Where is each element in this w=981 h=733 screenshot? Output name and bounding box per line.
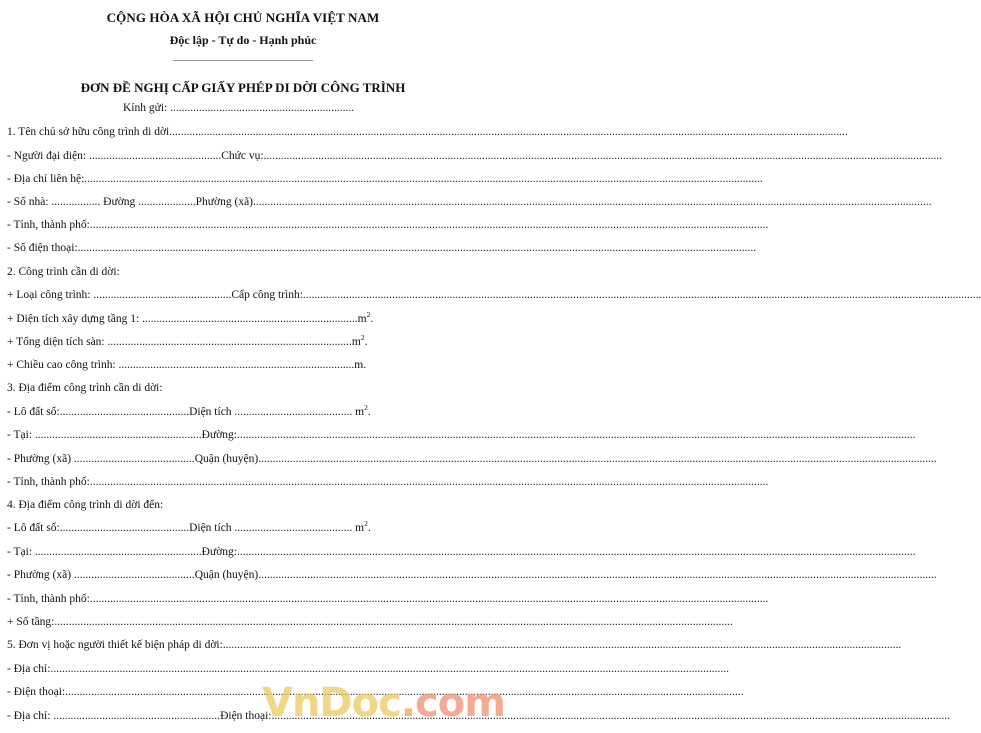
floor-count-label: + Số tầng: [7, 616, 55, 628]
phone-line [7, 240, 469, 256]
current-ward-line [7, 451, 469, 467]
ward-blank [253, 194, 932, 210]
section-2-heading: 2. Công trình cần di dời: [7, 266, 120, 278]
designer-phone-2-label: Điện thoại: [220, 710, 272, 722]
building-height-line: + Chiều cao công trình: ..................................................................................m. [7, 359, 367, 371]
header-divider [173, 60, 313, 61]
floor-count-line [7, 614, 469, 630]
section-3-heading: 3. Địa điểm công trình cần di dời: [7, 382, 163, 394]
designer-phone-label: - Điện thoại: [7, 686, 66, 698]
new-district-label: Quận (huyện) [194, 569, 259, 581]
building-grade-blank [303, 287, 981, 303]
current-district-blank [258, 451, 937, 467]
new-province-blank [90, 591, 769, 607]
province-line [7, 217, 469, 233]
contact-address-blank [84, 171, 763, 187]
current-province-blank [90, 474, 769, 490]
new-province-line [7, 591, 469, 607]
building-grade-label: Cấp công trình: [231, 289, 303, 301]
total-floor-area-line: + Tổng diện tích sàn: $.....................................................................................m^2$. [7, 333, 368, 348]
new-province-label: - Tỉnh, thành phố: [7, 593, 90, 605]
representative-line [7, 148, 469, 164]
province-label: - Tỉnh, thành phố: [7, 219, 90, 231]
current-location-label: - Tại: .......................................................... [7, 429, 202, 441]
recipient-line: Kính gửi: ................................................................ [123, 102, 355, 114]
owner-name-line [7, 124, 469, 140]
new-location-line [7, 544, 469, 560]
house-number-line [7, 194, 469, 210]
new-lot-label: - Lô đất số:............................................. [7, 522, 190, 534]
owner-name-label: 1. Tên chủ sở hữu công trình di dời [7, 126, 170, 138]
unit-superscript: 2 [360, 333, 365, 343]
current-street-blank [237, 427, 916, 443]
ground-floor-area-line: + Diện tích xây dựng tầng 1: $...........................................................................m^2$. [7, 310, 374, 325]
designer-address-blank [50, 661, 729, 677]
province-blank [90, 217, 769, 233]
current-province-label: - Tỉnh, thành phố: [7, 476, 90, 488]
contact-address-label: - Địa chỉ liên hệ: [7, 173, 85, 185]
designer-address-line [7, 661, 469, 677]
position-label: Chức vụ: [221, 150, 264, 162]
designer-line [7, 637, 469, 653]
current-lot-line: - Lô đất số:.............................................Diện tích ......................................... $m^2$. [7, 403, 371, 418]
designer-address-2-label: - Địa chỉ: .......................................................... [7, 710, 221, 722]
designer-blank [223, 637, 902, 653]
new-ward-label: - Phường (xã) .......................................... [7, 569, 195, 581]
new-location-label: - Tại: .......................................................... [7, 546, 202, 558]
total-floor-area-label: + Tổng diện tích sàn: .....................................................................................m [7, 336, 361, 348]
house-street-label: - Số nhà: ................. Đường .................... [7, 196, 196, 208]
national-motto: Độc lập - Tự do - Hạnh phúc [169, 33, 317, 47]
unit-superscript: 2 [366, 310, 371, 320]
new-lot-line: - Lô đất số:.............................................Diện tích ......................................... $m^2$. [7, 519, 371, 534]
current-ward-label: - Phường (xã) .......................................... [7, 453, 195, 465]
owner-name-blank [169, 124, 848, 140]
ward-label: Phường (xã) [195, 196, 254, 208]
current-street-label: Đường: [201, 429, 237, 441]
designer-label: 5. Đơn vị hoặc người thiết kế biện pháp di dời: [7, 639, 223, 651]
phone-label: - Số điện thoại: [7, 242, 78, 254]
representative-label: - Người đại diện: .............................................. [7, 150, 222, 162]
vndoc-watermark-logo: VnDoc.com [262, 680, 505, 726]
new-street-blank [237, 544, 916, 560]
new-area-label: Diện tích ......................................... m [189, 522, 365, 534]
building-type-line [7, 287, 469, 303]
national-title: CỘNG HÒA XÃ HỘI CHỦ NGHĨA VIỆT NAM [106, 10, 380, 25]
current-province-line [7, 474, 469, 490]
building-type-label: + Loại công trình: ................................................ [7, 289, 232, 301]
new-street-label: Đường: [201, 546, 237, 558]
current-area-label: Diện tích ......................................... m [189, 406, 365, 418]
unit-superscript: 2 [364, 519, 368, 529]
designer-address-label: - Địa chỉ: [7, 663, 51, 675]
contact-address-line [7, 171, 469, 187]
section-4-heading: 4. Địa điểm công trình di dời đến: [7, 499, 164, 511]
new-district-blank [258, 567, 937, 583]
phone-blank [78, 240, 757, 256]
current-location-line [7, 427, 469, 443]
ground-floor-area-label: + Diện tích xây dựng tầng 1: ...........................................................................m [7, 313, 367, 325]
unit-superscript: 2 [364, 403, 368, 413]
floor-count-blank [54, 614, 733, 630]
current-district-label: Quận (huyện) [194, 453, 259, 465]
position-blank [264, 148, 943, 164]
form-title: ĐƠN ĐỀ NGHỊ CẤP GIẤY PHÉP DI DỜI CÔNG TRÌNH [80, 80, 406, 95]
new-ward-line [7, 567, 469, 583]
current-lot-label: - Lô đất số:............................................. [7, 406, 190, 418]
